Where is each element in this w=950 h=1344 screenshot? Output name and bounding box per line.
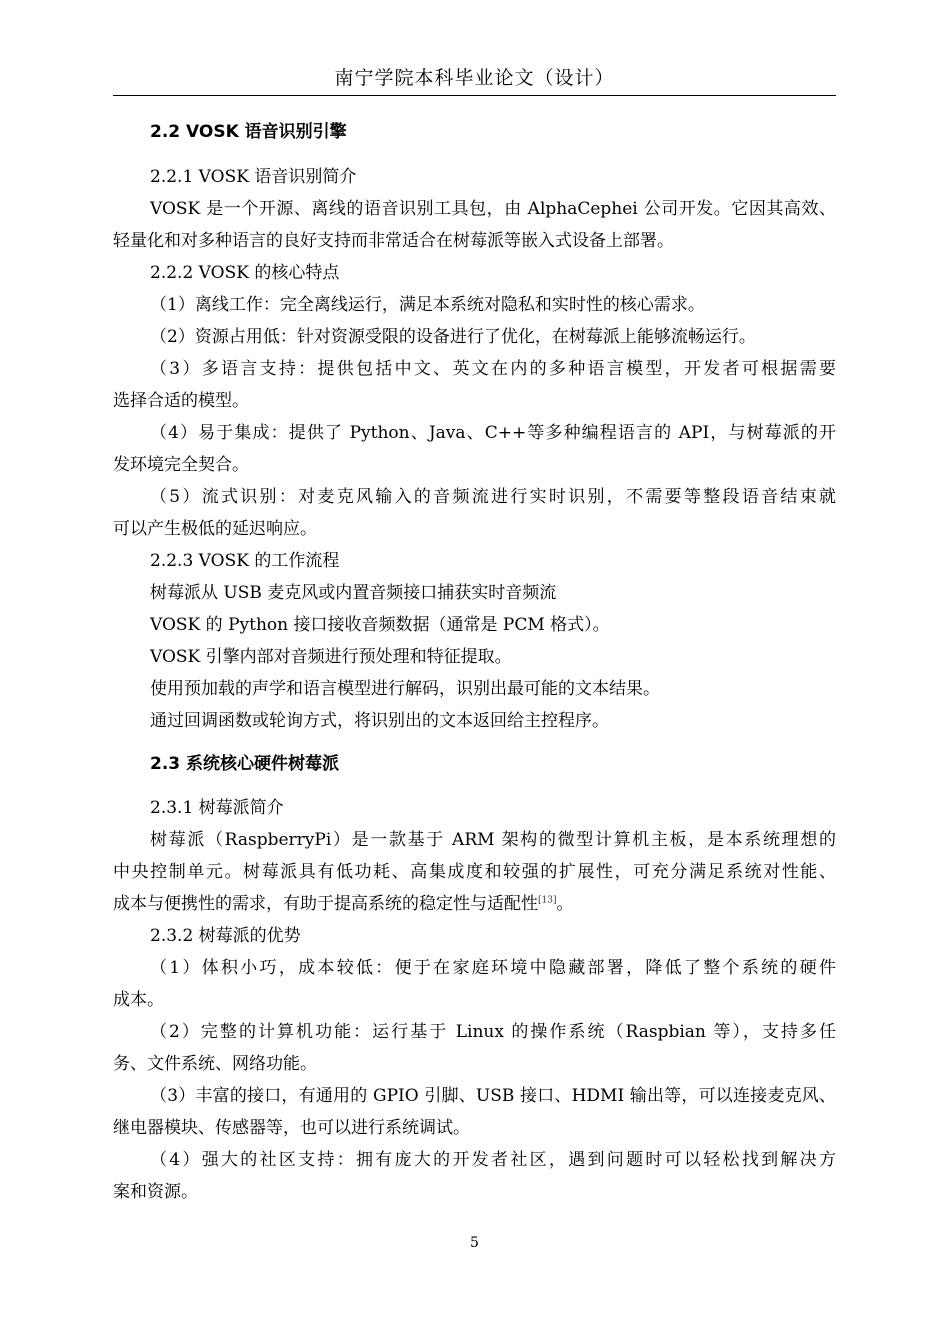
- section-heading-2-3: 2.3 系统核心硬件树莓派: [150, 754, 340, 774]
- workflow-step-1: 树莓派从 USB 麦克风或内置音频接口捕获实时音频流: [150, 583, 557, 603]
- feature-item-5: （5）流式识别：对麦克风输入的音频流进行实时识别，不需要等整段语音结束就: [150, 487, 836, 507]
- feature-item-4: （4）易于集成：提供了 Python、Java、C++等多种编程语言的 API，与树莓派的开: [150, 423, 836, 443]
- section-heading-2-2: 2.2 VOSK 语音识别引擎: [150, 122, 347, 142]
- paragraph-line-with-citation: [113, 892, 836, 916]
- advantage-item-3-cont: 继电器模块、传感器等，也可以进行系统调试。: [113, 1118, 470, 1138]
- feature-item-2: （2）资源占用低：针对资源受限的设备进行了优化，在树莓派上能够流畅运行。: [150, 327, 756, 347]
- paragraph-line: 树莓派（RaspberryPi）是一款基于 ARM 架构的微型计算机主板，是本系统理想的: [150, 830, 836, 850]
- running-header: 南宁学院本科毕业论文（设计）: [334, 67, 615, 89]
- subsection-title-2-3-2: 2.3.2 树莓派的优势: [150, 926, 301, 946]
- advantage-item-2: （2）完整的计算机功能：运行基于 Linux 的操作系统（Raspbian 等），支持多任: [150, 1022, 836, 1042]
- advantage-item-2-cont: 务、文件系统、网络功能。: [113, 1054, 317, 1074]
- advantage-item-4: （4）强大的社区支持：拥有庞大的开发者社区，遇到问题时可以轻松找到解决方: [150, 1150, 836, 1170]
- feature-item-3-cont: 选择合适的模型。: [113, 391, 249, 411]
- citation-marker: [13]: [538, 895, 557, 906]
- page-number: 5: [470, 1235, 479, 1251]
- workflow-step-2: VOSK 的 Python 接口接收音频数据（通常是 PCM 格式）。: [150, 615, 610, 635]
- paragraph-line: 轻量化和对多种语言的良好支持而非常适合在树莓派等嵌入式设备上部署。: [113, 231, 674, 251]
- advantage-item-1-cont: 成本。: [113, 990, 164, 1010]
- subsection-title-2-2-3: 2.2.3 VOSK 的工作流程: [150, 551, 340, 571]
- paragraph-text-end: 。: [556, 894, 574, 914]
- feature-item-3: （3）多语言支持：提供包括中文、英文在内的多种语言模型，开发者可根据需要: [150, 359, 836, 379]
- header-rule: [113, 95, 836, 96]
- feature-item-1: （1）离线工作：完全离线运行，满足本系统对隐私和实时性的核心需求。: [150, 295, 705, 315]
- workflow-step-5: 通过回调函数或轮询方式，将识别出的文本返回给主控程序。: [150, 711, 609, 731]
- workflow-step-4: 使用预加载的声学和语言模型进行解码，识别出最可能的文本结果。: [150, 679, 660, 699]
- paragraph-line: VOSK 是一个开源、离线的语音识别工具包，由 AlphaCephei 公司开发。它因其高效、: [150, 199, 836, 219]
- workflow-step-3: VOSK 引擎内部对音频进行预处理和特征提取。: [150, 647, 512, 667]
- paragraph-text: 成本与便携性的需求，有助于提高系统的稳定性与适配性: [113, 894, 538, 914]
- subsection-title-2-2-1: 2.2.1 VOSK 语音识别简介: [150, 167, 357, 187]
- subsection-title-2-3-1: 2.3.1 树莓派简介: [150, 798, 284, 818]
- advantage-item-1: （1）体积小巧，成本较低：便于在家庭环境中隐藏部署，降低了整个系统的硬件: [150, 958, 836, 978]
- feature-item-4-cont: 发环境完全契合。: [113, 455, 249, 475]
- advantage-item-3: （3）丰富的接口，有通用的 GPIO 引脚、USB 接口、HDMI 输出等，可以连接麦克风、: [150, 1086, 836, 1106]
- advantage-item-4-cont: 案和资源。: [113, 1182, 198, 1202]
- feature-item-5-cont: 可以产生极低的延迟响应。: [113, 519, 317, 539]
- subsection-title-2-2-2: 2.2.2 VOSK 的核心特点: [150, 263, 340, 283]
- paragraph-line: 中央控制单元。树莓派具有低功耗、高集成度和较强的扩展性，可充分满足系统对性能、: [113, 862, 836, 882]
